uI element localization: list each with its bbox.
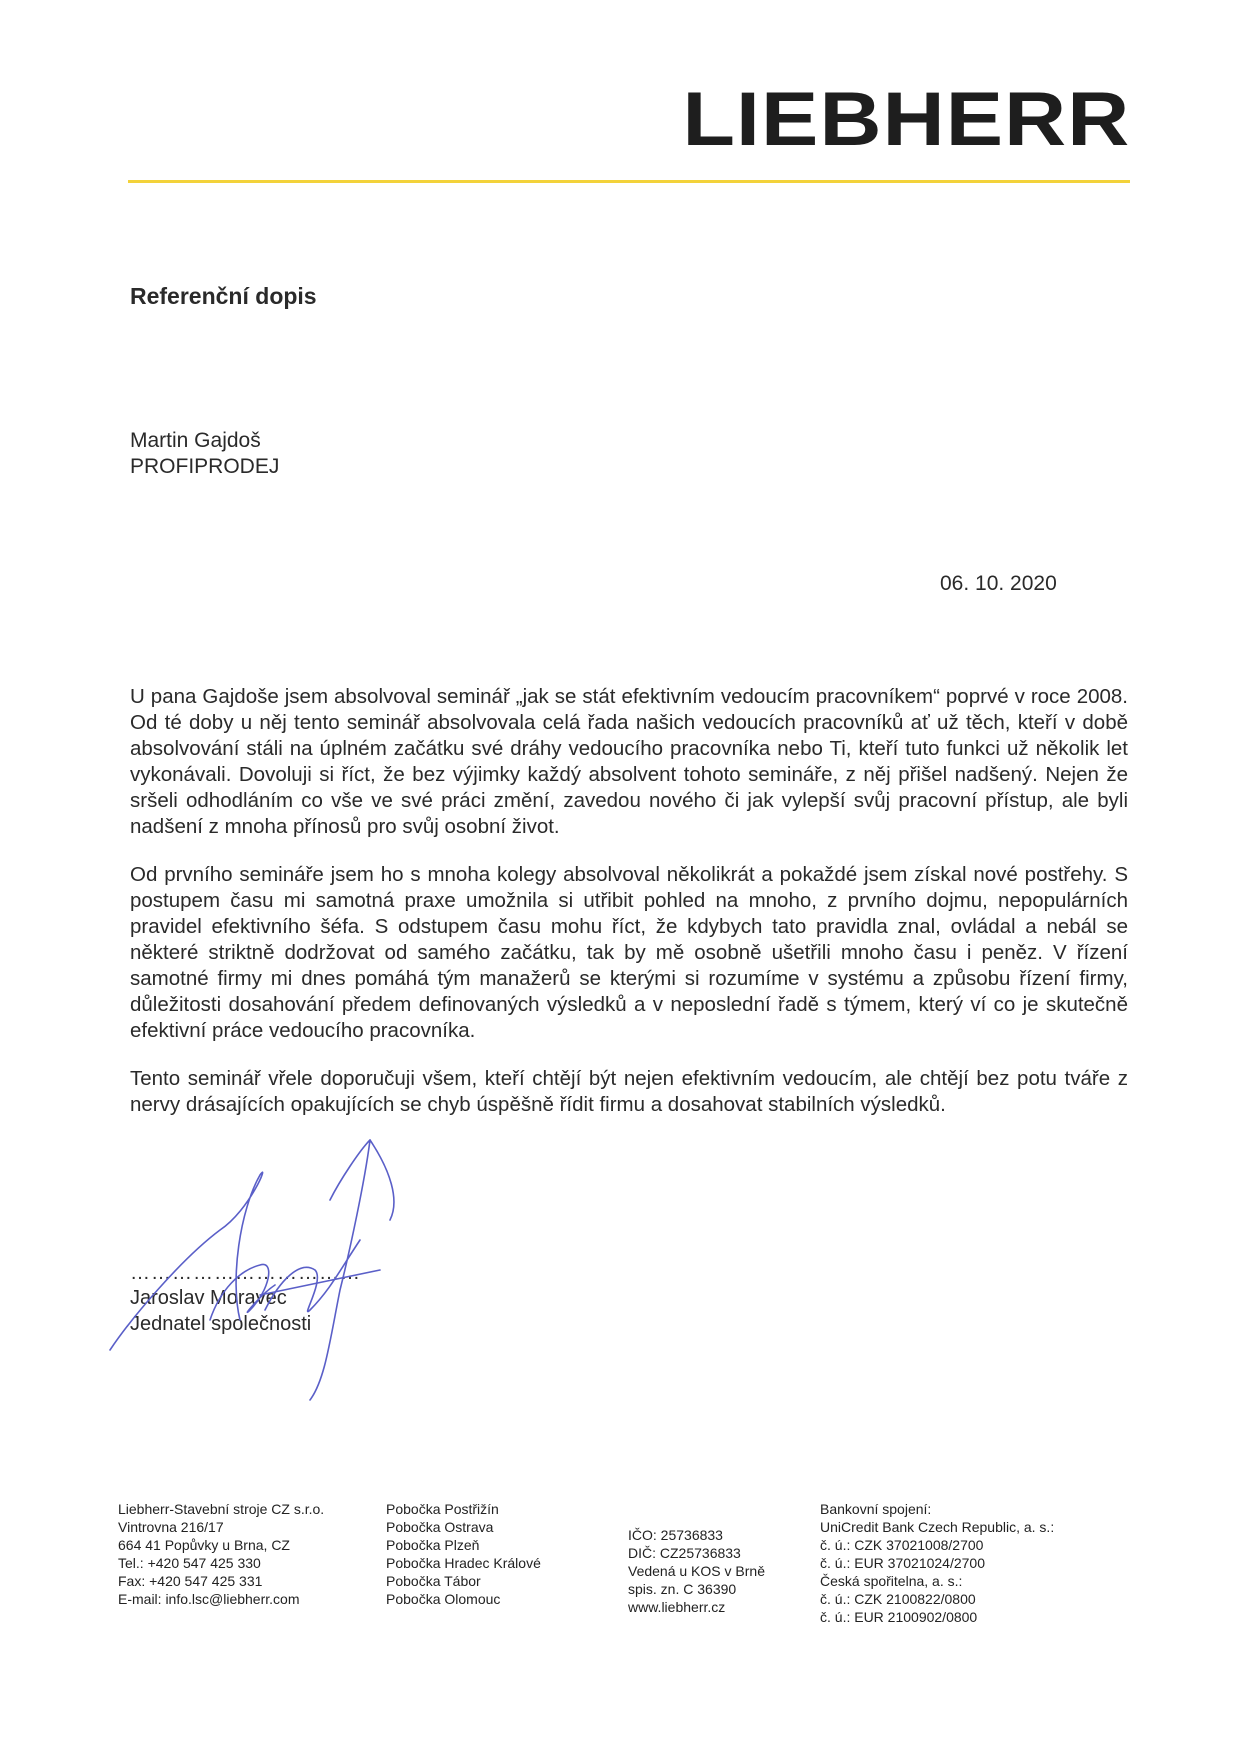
footer-line: DIČ: CZ25736833 — [628, 1545, 741, 1561]
letter-title: Referenční dopis — [130, 283, 317, 309]
footer-line: UniCredit Bank Czech Republic, a. s.: — [820, 1519, 1055, 1535]
footer-line: Bankovní spojení: — [820, 1501, 932, 1517]
footer-line: č. ú.: CZK 2100822/0800 — [820, 1591, 976, 1607]
letter-date: 06. 10. 2020 — [940, 572, 1057, 595]
footer-email: E-mail: info.lsc@liebherr.com — [118, 1591, 300, 1607]
paragraph: U pana Gajdoše jsem absolvoval seminář „jak se stát efektivním vedoucím pracovníkem“ poprvé v roce 2008. Od té doby u něj tento seminář absolvovala celá řada našich vedoucích pracovníků ať už těch, kteří v době absolvování stáli na úplném začátku své dráhy vedoucího pracovníka nebo Ti, kteří tuto funkci už několik let vykonávali. Dovoluji si říct, že bez výjimky každý absolvent tohoto semináře, z něj přišel nadšený. Nejen že sršeli odhodláním co vše ve své práci změní, zavedou nového či jak vylepší svůj pracovní přístup, ale byli nadšení z mnoha přínosů pro svůj osobní život. — [130, 685, 1128, 838]
footer-line: Pobočka Tábor — [386, 1573, 481, 1589]
signature-line: …………………………… — [130, 1262, 361, 1284]
footer-line: Pobočka Postřižín — [386, 1501, 499, 1517]
footer-registration — [628, 1526, 765, 1616]
footer-line: spis. zn. C 36390 — [628, 1581, 737, 1597]
footer-branches — [386, 1500, 541, 1608]
footer-line: IČO: 25736833 — [628, 1527, 723, 1543]
footer-company — [118, 1500, 324, 1608]
footer-line: č. ú.: CZK 37021008/2700 — [820, 1537, 984, 1553]
header-rule — [128, 180, 1130, 183]
footer-line: Pobočka Hradec Králové — [386, 1555, 541, 1571]
footer-line: Česká spořitelna, a. s.: — [820, 1573, 963, 1589]
footer-line: Pobočka Olomouc — [386, 1591, 501, 1607]
footer-line: Liebherr-Stavební stroje CZ s.r.o. — [118, 1501, 325, 1517]
signatory-name: Jaroslav Moravec — [130, 1287, 287, 1309]
footer-bank — [820, 1500, 1054, 1626]
footer-line: Pobočka Ostrava — [386, 1519, 494, 1535]
footer-line: Vedená u KOS v Brně — [628, 1563, 765, 1579]
recipient-block — [130, 428, 279, 480]
footer-website: www.liebherr.cz — [628, 1599, 726, 1615]
paragraph: Tento seminář vřele doporučuji všem, kteří chtějí být nejen efektivním vedoucím, ale chtějí bez potu tváře z nervy drásajících opakujících se chyb úspěšně řídit firmu a dosahovat stabilních výsledků. — [130, 1067, 1128, 1116]
footer-line: Vintrovna 216/17 — [118, 1519, 224, 1535]
liebherr-logo: LIEBHERR — [681, 77, 1130, 162]
footer-line: 664 41 Popůvky u Brna, CZ — [118, 1537, 290, 1553]
letter-body — [130, 684, 1128, 1140]
paragraph: Od prvního semináře jsem ho s mnoha kolegy absolvoval několikrát a pokaždé jsem získal nové postřehy. S postupem času mi samotná praxe umožnila si utřibit pohled na mnoho, z prvního dojmu, nepopulárních pravidel efektivního šéfa. S odstupem času mohu říct, že kdybych tato pravidla znal, ovládal a nebál se některé striktně dodržovat od samého začátku, tak by mě osobně ušetřili mnoho času i peněz. V řízení samotné firmy mi dnes pomáhá tým manažerů se kterými si rozumíme v systému a způsobu řízení firmy, důležitosti dosahování předem definovaných výsledků a v neposlední řadě s týmem, který ví co je skutečně efektivní práce vedoucího pracovníka. — [130, 863, 1128, 1042]
footer-line: Pobočka Plzeň — [386, 1537, 480, 1553]
footer-line: č. ú.: EUR 2100902/0800 — [820, 1609, 978, 1625]
recipient-name: Martin Gajdoš — [130, 429, 261, 452]
handwritten-signature — [100, 1120, 420, 1420]
footer-line: č. ú.: EUR 37021024/2700 — [820, 1555, 986, 1571]
recipient-company: PROFIPRODEJ — [130, 455, 280, 478]
footer-line: Tel.: +420 547 425 330 — [118, 1555, 261, 1571]
footer-line: Fax: +420 547 425 331 — [118, 1573, 263, 1589]
signatory-role: Jednatel společnosti — [130, 1313, 312, 1335]
